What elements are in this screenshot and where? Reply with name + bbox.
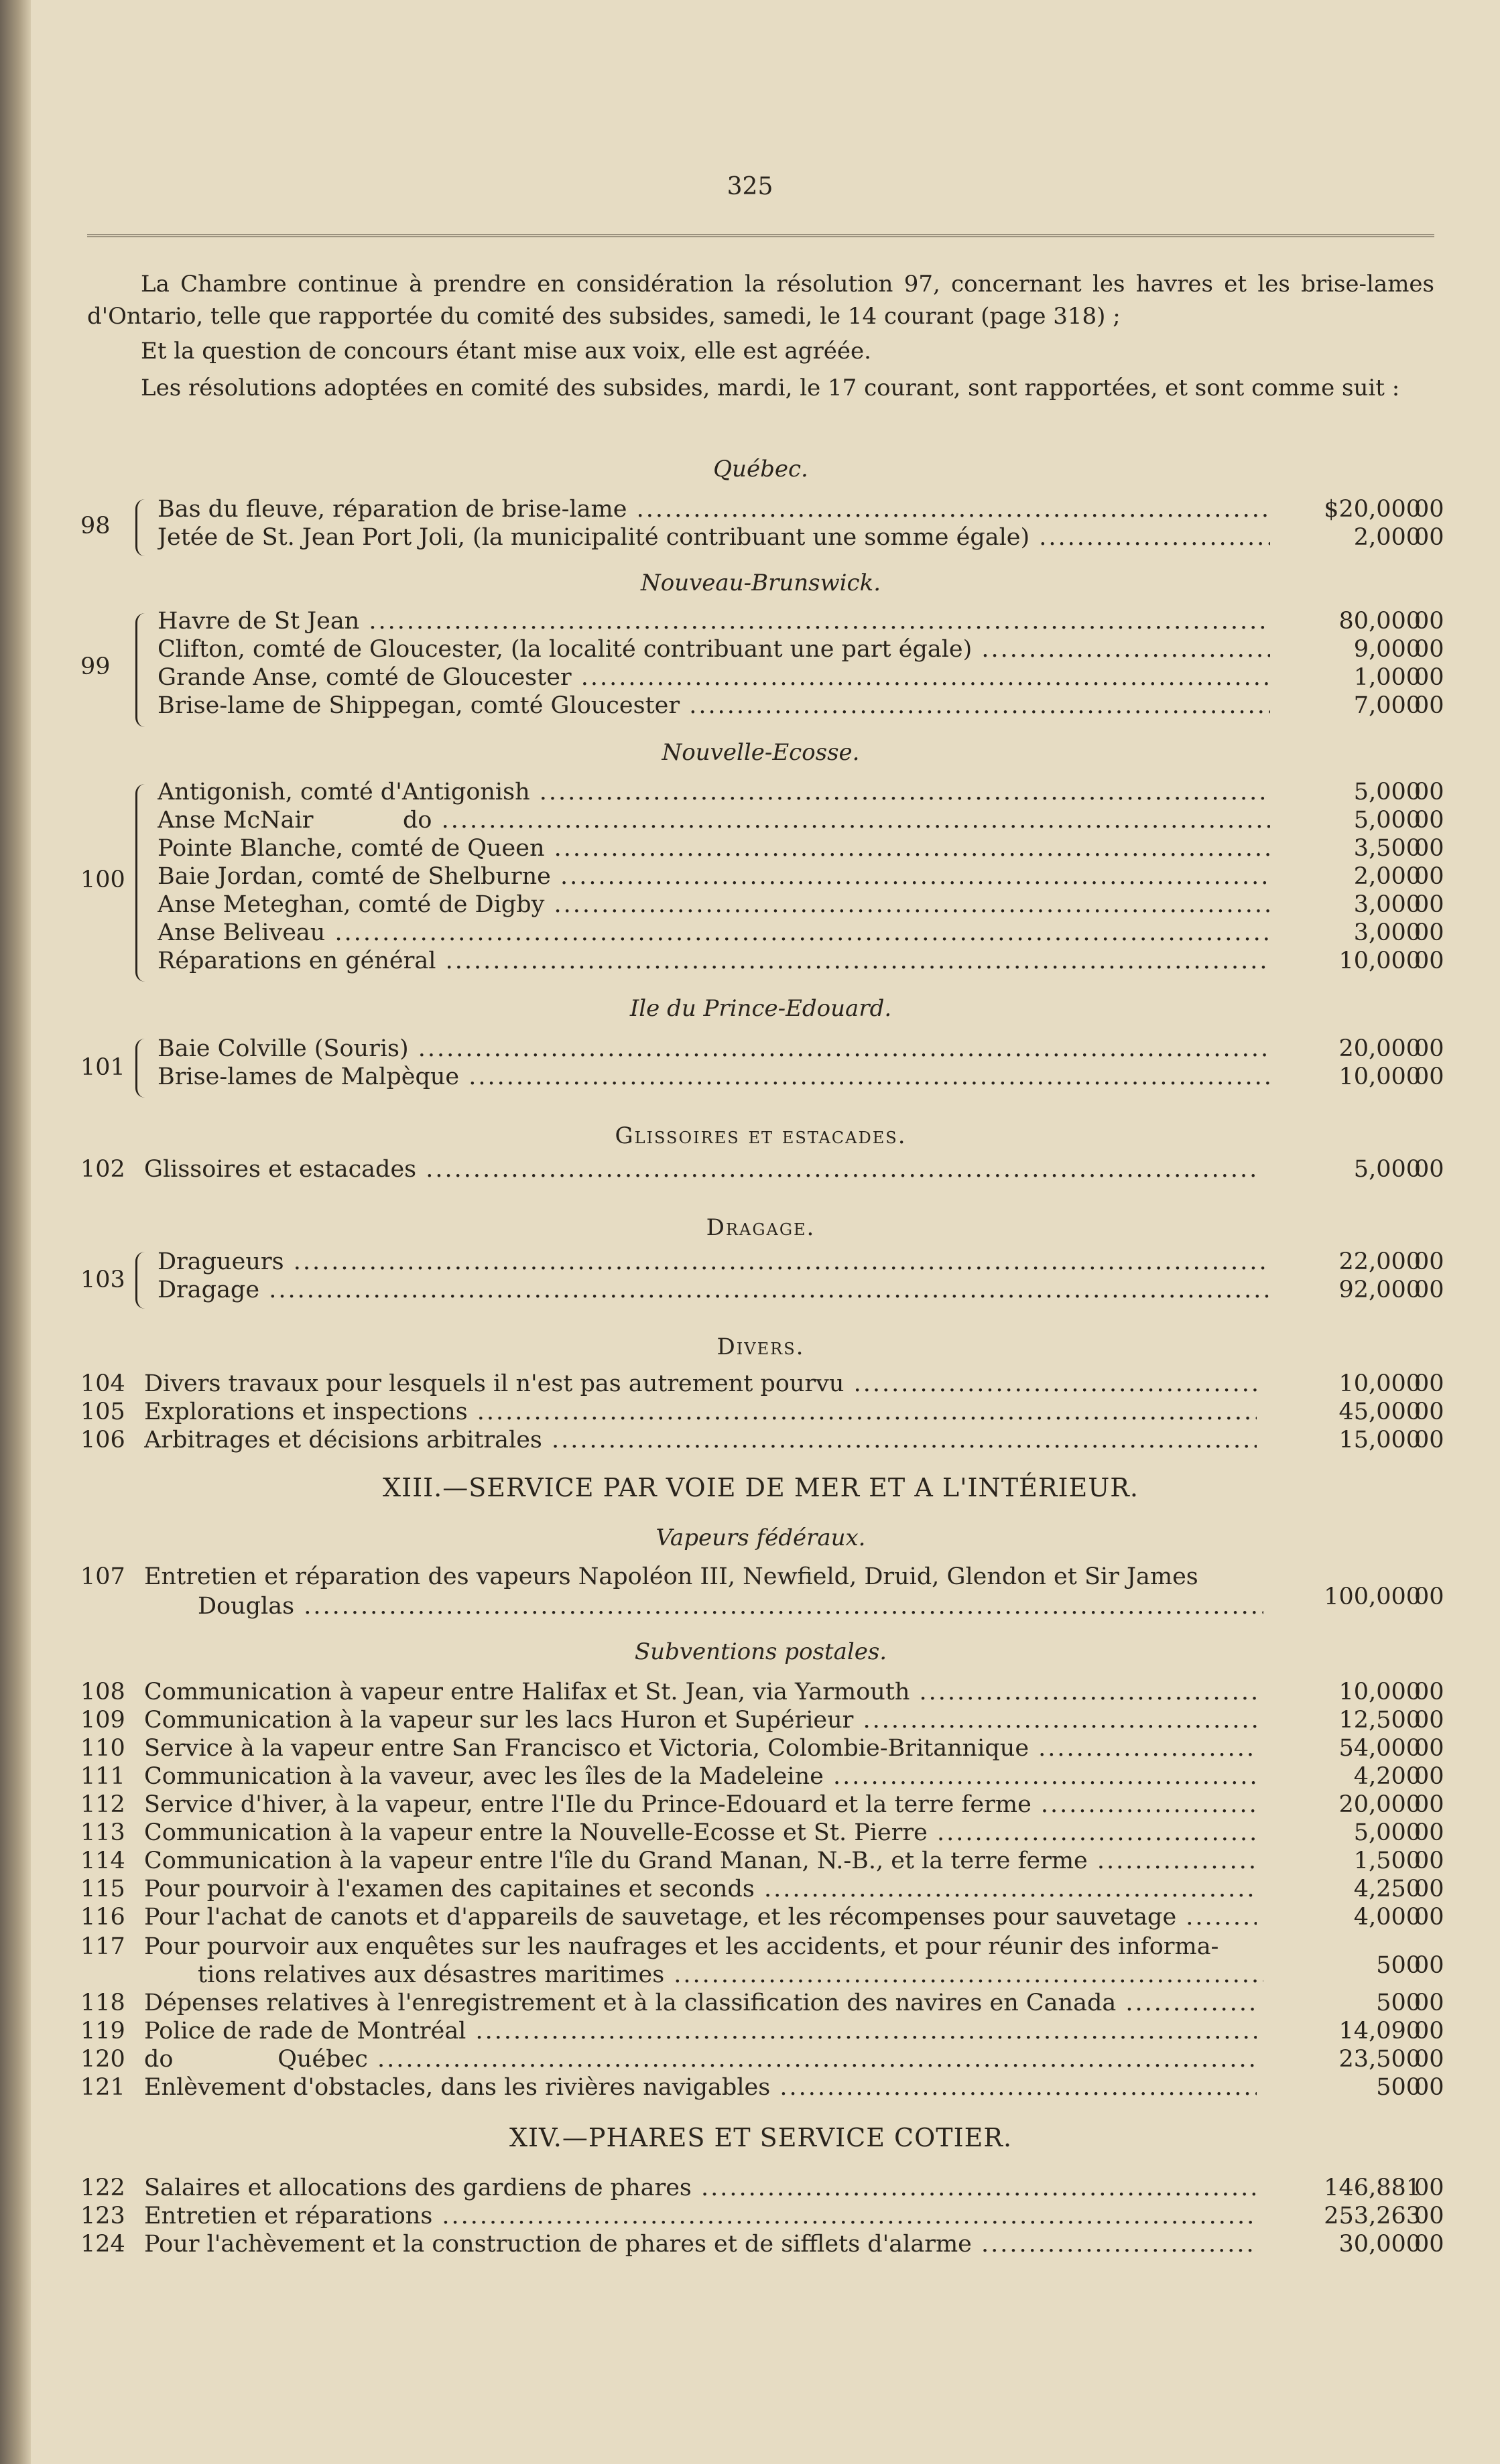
list-item xyxy=(80,692,1444,722)
list-item xyxy=(80,807,1444,836)
cents-cell: 00 xyxy=(1414,1904,1444,1931)
amount-cell: 54,000 xyxy=(1338,1735,1421,1762)
amount-cell: 92,000 xyxy=(1338,1277,1421,1303)
item-label: Arbitrages et décisions arbitrales ..... xyxy=(144,1427,1257,1453)
item-label: Dépenses relatives à l'enregistrement et à la classification des navires en Canada ..... xyxy=(144,1990,1257,2016)
item-label: Communication à la vapeur entre la Nouvelle-Ecosse et St. Pierre ..... xyxy=(144,1819,1257,1846)
item-number: 119 xyxy=(80,2018,125,2045)
list-item xyxy=(80,919,1444,949)
list-item xyxy=(80,1847,1444,1877)
header-rule xyxy=(87,235,1434,240)
cents-cell: 00 xyxy=(1414,891,1444,918)
document-page xyxy=(60,0,1500,2464)
section-xiv: XIV.—PHARES ET SERVICE COTIER. xyxy=(509,2123,1013,2152)
page-number: 325 xyxy=(727,173,773,200)
item-label: Pour l'achèvement et la construction de phares et de sifflets d'alarme ..... xyxy=(144,2231,1257,2258)
item-number: 116 xyxy=(80,1904,125,1931)
amount-cell: 20,000 xyxy=(1338,1035,1421,1062)
amount-cell: 15,000 xyxy=(1338,1427,1421,1453)
item-number: 124 xyxy=(80,2231,125,2258)
amount-cell: 5,000 xyxy=(1353,807,1421,834)
section-divers: Divers. xyxy=(716,1334,805,1360)
amount-cell: 2,000 xyxy=(1353,524,1421,551)
item-label: Explorations et inspections ..... xyxy=(144,1399,1257,1425)
cents-cell: 00 xyxy=(1414,2231,1444,2258)
list-item xyxy=(80,1904,1444,1933)
amount-cell: 253,263 xyxy=(1324,2203,1421,2229)
amount-cell: 500 xyxy=(1376,2074,1421,2101)
item-label: Communication à vapeur entre Halifax et St. Jean, via Yarmouth ..... xyxy=(144,1679,1257,1705)
item-number: 122 xyxy=(80,2175,125,2201)
cents-cell: 00 xyxy=(1414,919,1444,946)
item-label: Communication à la vaveur, avec les îles de la Madeleine ..... xyxy=(144,1763,1257,1790)
item-label: Jetée de St. Jean Port Joli, (la municipalité contribuant une somme égale) ..... xyxy=(158,524,1270,551)
cents-cell: 00 xyxy=(1414,1847,1444,1874)
item-label: Bas du fleuve, réparation de brise-lame ..... xyxy=(158,496,1270,523)
amount-cell: 10,000 xyxy=(1338,1063,1421,1090)
amount-cell: 80,000 xyxy=(1338,608,1421,635)
item-number: 111 xyxy=(80,1763,125,1790)
cents-cell: 00 xyxy=(1414,1277,1444,1303)
item-label: Baie Jordan, comté de Shelburne ..... xyxy=(158,863,1270,890)
cents-cell: 00 xyxy=(1414,1990,1444,2016)
intro-paragraph-3: Les résolutions adoptées en comité des subsides, mardi, le 17 courant, sont rapportées, et sont comme suit : xyxy=(141,375,1400,401)
item-number: 102 xyxy=(80,1156,125,1183)
item-number: 115 xyxy=(80,1876,125,1902)
item-label: Pour pourvoir à l'examen des capitaines et seconds ..... xyxy=(144,1876,1257,1902)
item-label: Réparations en général ..... xyxy=(158,948,1270,974)
item-number: 109 xyxy=(80,1707,125,1734)
item-number: 110 xyxy=(80,1735,125,1762)
cents-cell: 00 xyxy=(1414,636,1444,663)
list-item xyxy=(80,2046,1444,2075)
cents-cell: 00 xyxy=(1414,1791,1444,1818)
cents-cell: 00 xyxy=(1414,1370,1444,1397)
section-glissoires: Glissoires et estacades. xyxy=(615,1122,907,1149)
amount-cell: 3,000 xyxy=(1353,919,1421,946)
cents-cell: 00 xyxy=(1414,1679,1444,1705)
amount-cell: 22,000 xyxy=(1338,1248,1421,1275)
item-number: 112 xyxy=(80,1791,125,1818)
item-label: Anse McNair do ..... xyxy=(158,807,1270,834)
list-item xyxy=(80,1735,1444,1764)
cents-cell: 00 xyxy=(1414,1707,1444,1734)
cents-cell: 00 xyxy=(1414,1819,1444,1846)
cents-cell: 00 xyxy=(1414,1876,1444,1902)
list-item xyxy=(80,1679,1444,1708)
item-label: Communication à la vapeur sur les lacs Huron et Supérieur ..... xyxy=(144,1707,1257,1734)
book-spine xyxy=(0,0,31,2464)
cents-cell: 00 xyxy=(1414,664,1444,691)
list-item xyxy=(80,2231,1444,2260)
list-item xyxy=(80,1876,1444,1905)
list-item xyxy=(80,1707,1444,1736)
item-label: Brise-lames de Malpèque ..... xyxy=(158,1063,1270,1090)
amount-cell: 3,000 xyxy=(1353,891,1421,918)
cents-cell: 00 xyxy=(1414,692,1444,719)
amount-cell xyxy=(80,1952,1444,1982)
item-label: Antigonish, comté d'Antigonish ..... xyxy=(158,779,1270,805)
section-dragage: Dragage. xyxy=(706,1214,816,1241)
item-label: Havre de St Jean ..... xyxy=(158,608,1270,635)
item-number: 120 xyxy=(80,2046,125,2073)
section-ile-prince-edouard: Ile du Prince-Edouard. xyxy=(629,995,892,1022)
group-number: 98 xyxy=(80,513,111,539)
group-number: 103 xyxy=(80,1267,125,1293)
list-item xyxy=(80,2018,1444,2047)
item-label: Grande Anse, comté de Gloucester ..... xyxy=(158,664,1270,691)
amount-cell xyxy=(80,1583,1444,1613)
cents-cell: 00 xyxy=(1414,1399,1444,1425)
continuation-line: tions relatives aux désastres maritimes ..... xyxy=(198,1961,1263,1988)
amount-cell: 12,500 xyxy=(1338,1707,1421,1734)
cents-cell: 00 xyxy=(1414,1583,1444,1610)
list-item xyxy=(80,1277,1444,1306)
cents-cell: 00 xyxy=(1414,863,1444,890)
item-number: 106 xyxy=(80,1427,125,1453)
cents-cell: 00 xyxy=(1414,1035,1444,1062)
item-label: Dragueurs ..... xyxy=(158,1248,1270,1275)
cents-cell: 00 xyxy=(1414,2018,1444,2045)
list-item xyxy=(80,2074,1444,2103)
cents-cell: 00 xyxy=(1414,779,1444,805)
list-item xyxy=(80,1063,1444,1093)
list-item xyxy=(80,608,1444,637)
amount-cell: 30,000 xyxy=(1338,2231,1421,2258)
item-label: Salaires et allocations des gardiens de phares ..... xyxy=(144,2175,1257,2201)
amount-cell: 100,000 xyxy=(1324,1583,1421,1610)
list-item xyxy=(80,1370,1444,1400)
amount-cell: 4,250 xyxy=(1353,1876,1421,1902)
item-label: Dragage ..... xyxy=(158,1277,1270,1303)
list-item xyxy=(80,891,1444,921)
amount-cell: 23,500 xyxy=(1338,2046,1421,2073)
amount-cell: 5,000 xyxy=(1353,779,1421,805)
section-vapeurs: Vapeurs fédéraux. xyxy=(655,1525,866,1551)
amount-cell: 5,000 xyxy=(1353,1156,1421,1183)
section-xiii: XIII.—SERVICE PAR VOIE DE MER ET A L'INTÉRIEUR. xyxy=(383,1473,1139,1502)
list-item xyxy=(80,1427,1444,1456)
cents-cell: 00 xyxy=(1414,1763,1444,1790)
item-label: Entretien et réparation des vapeurs Napoléon III, Newfield, Druid, Glendon et Sir James xyxy=(144,1563,1198,1590)
cents-cell: 00 xyxy=(1414,835,1444,862)
amount-cell: 500 xyxy=(1376,1952,1421,1979)
list-item xyxy=(80,1819,1444,1849)
amount-cell: 1,500 xyxy=(1353,1847,1421,1874)
cents-cell: 00 xyxy=(1414,807,1444,834)
item-label: Service à la vapeur entre San Francisco et Victoria, Colombie-Britannique ..... xyxy=(144,1735,1257,1762)
cents-cell: 00 xyxy=(1414,1952,1444,1979)
amount-cell: 45,000 xyxy=(1338,1399,1421,1425)
item-number: 108 xyxy=(80,1679,125,1705)
list-item xyxy=(80,1156,1444,1185)
list-item xyxy=(80,779,1444,808)
list-item xyxy=(80,1248,1444,1278)
item-number: 114 xyxy=(80,1847,125,1874)
list-item xyxy=(80,1035,1444,1065)
group-number: 100 xyxy=(80,866,125,893)
amount-cell: 146,881 xyxy=(1324,2175,1421,2201)
section-quebec: Québec. xyxy=(713,456,808,482)
amount-cell: 3,500 xyxy=(1353,835,1421,862)
item-label: do Québec ..... xyxy=(144,2046,1257,2073)
item-label: Pour l'achat de canots et d'appareils de sauvetage, et les récompenses pour sauvetage ..... xyxy=(144,1904,1257,1931)
intro-paragraph-1: La Chambre continue à prendre en considération la résolution 97, concernant les havres et les brise-lames d'Ontario, telle que rapportée du comité des subsides, samedi, le 14 courant (page 318) ; xyxy=(87,271,1434,330)
section-subventions: Subventions postales. xyxy=(634,1638,887,1665)
cents-cell: 00 xyxy=(1414,948,1444,974)
amount-cell: 20,000 xyxy=(1338,1791,1421,1818)
amount-cell: 14,090 xyxy=(1338,2018,1421,2045)
item-number: 121 xyxy=(80,2074,125,2101)
item-number: 105 xyxy=(80,1399,125,1425)
amount-cell: 4,000 xyxy=(1353,1904,1421,1931)
group-number: 101 xyxy=(80,1054,125,1081)
list-item xyxy=(80,1399,1444,1428)
list-item xyxy=(80,1763,1444,1793)
item-label: Divers travaux pour lesquels il n'est pas autrement pourvu ..... xyxy=(144,1370,1257,1397)
amount-cell: 10,000 xyxy=(1338,1370,1421,1397)
cents-cell: 00 xyxy=(1414,496,1444,523)
section-nouveau-brunswick: Nouveau-Brunswick. xyxy=(640,570,881,596)
cents-cell: 00 xyxy=(1414,2046,1444,2073)
amount-cell: 500 xyxy=(1376,1990,1421,2016)
item-number: 117 xyxy=(80,1933,125,1960)
cents-cell: 00 xyxy=(1414,2203,1444,2229)
amount-cell: 7,000 xyxy=(1353,692,1421,719)
list-item xyxy=(80,664,1444,694)
list-item xyxy=(80,636,1444,665)
item-number: 107 xyxy=(80,1563,125,1590)
cents-cell: 00 xyxy=(1414,2074,1444,2101)
amount-cell: 4,200 xyxy=(1353,1763,1421,1790)
item-label: Entretien et réparations ..... xyxy=(144,2203,1257,2229)
item-label: Anse Meteghan, comté de Digby ..... xyxy=(158,891,1270,918)
list-item xyxy=(80,835,1444,864)
cents-cell: 00 xyxy=(1414,524,1444,551)
group-number: 99 xyxy=(80,653,111,680)
section-nouvelle-ecosse: Nouvelle-Ecosse. xyxy=(662,739,860,766)
list-item xyxy=(80,1791,1444,1821)
list-item xyxy=(80,1990,1444,2019)
amount-cell: 9,000 xyxy=(1353,636,1421,663)
intro-paragraph-2: Et la question de concours étant mise aux voix, elle est agréée. xyxy=(141,338,871,365)
list-item xyxy=(80,2175,1444,2204)
cents-cell: 00 xyxy=(1414,1735,1444,1762)
amount-cell: 5,000 xyxy=(1353,1819,1421,1846)
item-number: 123 xyxy=(80,2203,125,2229)
cents-cell: 00 xyxy=(1414,1063,1444,1090)
item-label: Service d'hiver, à la vapeur, entre l'Ile du Prince-Edouard et la terre ferme ..... xyxy=(144,1791,1257,1818)
item-label: Police de rade de Montréal ..... xyxy=(144,2018,1257,2045)
cents-cell: 00 xyxy=(1414,1427,1444,1453)
cents-cell: 00 xyxy=(1414,608,1444,635)
amount-cell: 1,000 xyxy=(1353,664,1421,691)
cents-cell: 00 xyxy=(1414,1248,1444,1275)
item-label: Brise-lame de Shippegan, comté Gloucester ..... xyxy=(158,692,1270,719)
item-number: 118 xyxy=(80,1990,125,2016)
amount-cell: 2,000 xyxy=(1353,863,1421,890)
continuation-line: Douglas ..... xyxy=(198,1593,1263,1620)
item-label: Pour pourvoir aux enquêtes sur les naufrages et les accidents, et pour réunir des informa- xyxy=(144,1933,1219,1960)
item-label: Baie Colville (Souris) ..... xyxy=(158,1035,1270,1062)
item-label: Anse Beliveau ..... xyxy=(158,919,1270,946)
item-number: 113 xyxy=(80,1819,125,1846)
item-label: Clifton, comté de Gloucester, (la localité contribuant une part égale) ..... xyxy=(158,636,1270,663)
list-item xyxy=(80,948,1444,977)
list-item xyxy=(80,863,1444,893)
item-label: Pointe Blanche, comté de Queen ..... xyxy=(158,835,1270,862)
list-item xyxy=(80,496,1444,525)
item-label: Enlèvement d'obstacles, dans les rivières navigables ..... xyxy=(144,2074,1257,2101)
list-item xyxy=(80,524,1444,554)
cents-cell: 00 xyxy=(1414,2175,1444,2201)
cents-cell: 00 xyxy=(1414,1156,1444,1183)
amount-cell: 10,000 xyxy=(1338,1679,1421,1705)
list-item xyxy=(80,2203,1444,2232)
item-label: Glissoires et estacades ..... xyxy=(144,1156,1257,1183)
item-label: Communication à la vapeur entre l'île du Grand Manan, N.-B., et la terre ferme ..... xyxy=(144,1847,1257,1874)
item-number: 104 xyxy=(80,1370,125,1397)
amount-cell: $20,000 xyxy=(1324,496,1421,523)
amount-cell: 10,000 xyxy=(1338,948,1421,974)
